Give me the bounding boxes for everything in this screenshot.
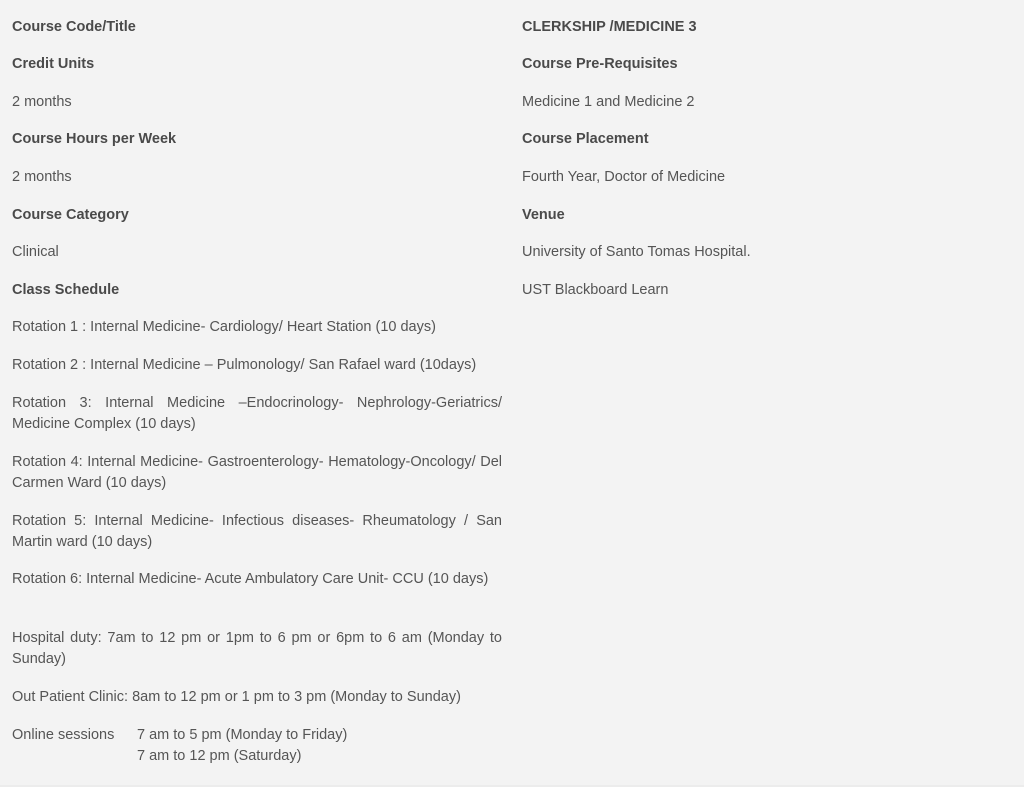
hospital-duty: Hospital duty: 7am to 12 pm or 1pm to 6 pm or 6pm to 6 am (Monday to Sunday): [12, 630, 502, 667]
online-time-weekday: 7 am to 5 pm (Monday to Friday): [137, 727, 348, 743]
rotation-5: Rotation 5: Internal Medicine- Infectious diseases- Rheumatology / San Martin ward (10 days): [12, 513, 502, 550]
outpatient-clinic: Out Patient Clinic: 8am to 12 pm or 1 pm to 3 pm (Monday to Sunday): [12, 689, 461, 705]
prerequisites-value: Medicine 1 and Medicine 2: [522, 94, 695, 110]
course-category-value: Clinical: [12, 244, 59, 260]
online-sessions-label: Online sessions: [12, 727, 115, 743]
online-sessions: [12, 725, 347, 767]
rotation-4: Rotation 4: Internal Medicine- Gastroenterology- Hematology-Oncology/ Del Carmen Ward (10 days): [12, 454, 502, 491]
rotation-2: Rotation 2 : Internal Medicine – Pulmonology/ San Rafael ward (10days): [12, 357, 477, 373]
course-title-value: CLERKSHIP /MEDICINE 3: [522, 19, 697, 35]
credit-units-label: Credit Units: [12, 56, 95, 72]
online-time-saturday: 7 am to 12 pm (Saturday): [137, 748, 302, 764]
rotation-3: Rotation 3: Internal Medicine –Endocrinology- Nephrology-Geriatrics/ Medicine Complex (10 days): [12, 395, 502, 432]
prerequisites-label: Course Pre-Requisites: [522, 56, 678, 72]
venue-value-online: UST Blackboard Learn: [522, 282, 669, 298]
course-hours-label: Course Hours per Week: [12, 131, 177, 147]
venue-value-hospital: University of Santo Tomas Hospital.: [522, 244, 751, 260]
venue-label: Venue: [522, 207, 565, 223]
course-code-label: Course Code/Title: [12, 19, 136, 35]
course-hours-value: 2 months: [12, 169, 72, 185]
course-placement-label: Course Placement: [522, 131, 649, 147]
credit-units-value: 2 months: [12, 94, 72, 110]
online-sessions-times: [137, 725, 347, 767]
course-category-label: Course Category: [12, 207, 129, 223]
class-schedule-label: Class Schedule: [12, 282, 120, 298]
rotation-1: Rotation 1 : Internal Medicine- Cardiology/ Heart Station (10 days): [12, 319, 436, 335]
rotation-6: Rotation 6: Internal Medicine- Acute Ambulatory Care Unit- CCU (10 days): [12, 571, 489, 587]
course-placement-value: Fourth Year, Doctor of Medicine: [522, 169, 726, 185]
